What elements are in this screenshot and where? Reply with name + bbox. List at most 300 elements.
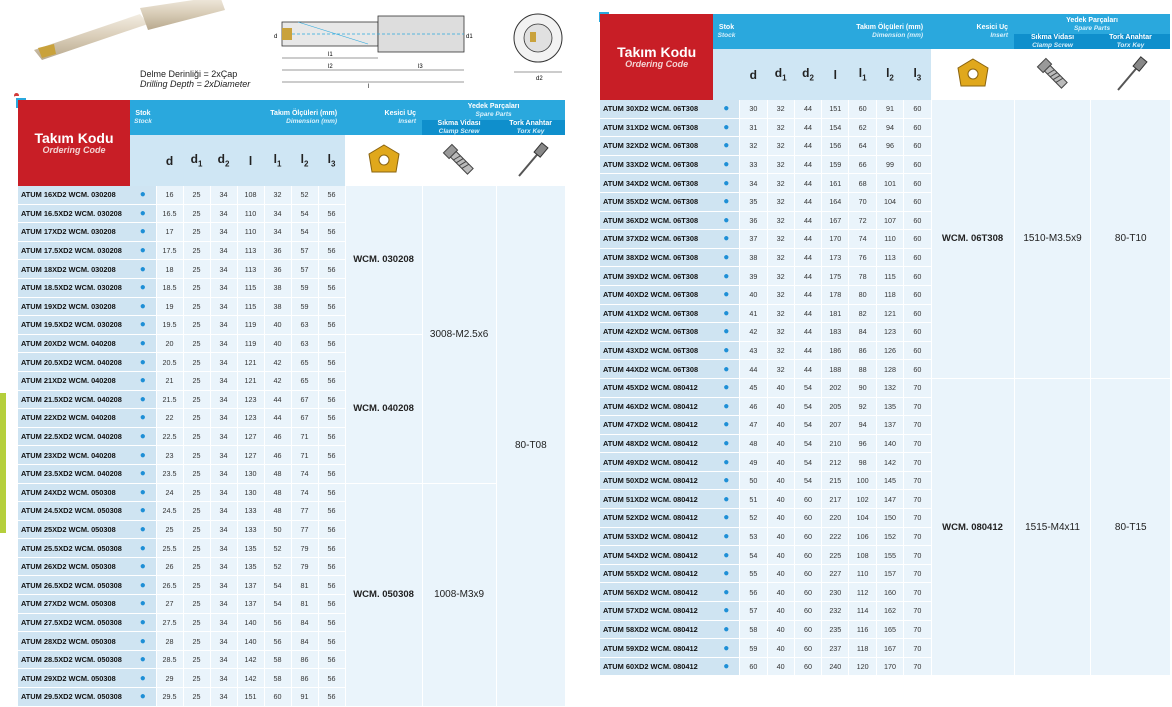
dim-d2: 34 <box>210 595 237 614</box>
dim-d: 22 <box>156 409 183 428</box>
dim-d2: 54 <box>794 471 821 490</box>
insert-header-title: Kesici Uç <box>976 24 1009 31</box>
col-l <box>237 135 264 186</box>
ordering-code: ATUM 35XD2 WCM. 06T308 <box>600 192 713 211</box>
dim-l3: 70 <box>904 397 931 416</box>
dim-l3: 56 <box>318 353 345 372</box>
dim-d: 25.5 <box>156 539 183 558</box>
right-table-body <box>600 100 1170 676</box>
dim-d2: 34 <box>210 520 237 539</box>
dim-l1: 48 <box>264 502 291 521</box>
dim-d: 16 <box>156 186 183 204</box>
ordering-code: ATUM 60XD2 WCM. 080412 <box>600 657 713 676</box>
dim-d1: 25 <box>183 464 210 483</box>
dim-l2: 57 <box>291 260 318 279</box>
dim-l1: 52 <box>264 539 291 558</box>
insert-code: WCM. 040208 <box>345 334 422 483</box>
dim-l3: 60 <box>904 248 931 267</box>
dim-d: 20.5 <box>156 353 183 372</box>
col-l2 <box>876 49 903 100</box>
dim-l3: 60 <box>904 118 931 137</box>
stock-indicator: ● <box>130 576 156 595</box>
dim-l2: 65 <box>291 353 318 372</box>
stock-indicator: ● <box>130 409 156 428</box>
dimension-header-title: Takım Ölçüleri (mm) <box>856 24 924 31</box>
drill-side-drawing <box>268 8 473 90</box>
dim-l3: 70 <box>904 639 931 658</box>
dim-l3: 56 <box>318 297 345 316</box>
dim-d2: 44 <box>794 118 821 137</box>
dim-d2: 34 <box>210 204 237 223</box>
dim-l3: 60 <box>904 230 931 249</box>
col-l2-label: l <box>886 66 890 81</box>
spare-header-sub: Spare Parts <box>1073 24 1111 32</box>
dim-d1: 25 <box>183 427 210 446</box>
dim-d: 17.5 <box>156 241 183 260</box>
dim-d1: 25 <box>183 650 210 669</box>
label-d2: d2 <box>536 76 543 82</box>
screw-header <box>422 120 496 135</box>
dim-d: 16.5 <box>156 204 183 223</box>
dim-l: 188 <box>822 360 849 379</box>
dim-d2: 44 <box>794 267 821 286</box>
stock-indicator: ● <box>130 204 156 223</box>
stock-indicator: ● <box>130 539 156 558</box>
insert-code: WCM. 050308 <box>345 483 422 706</box>
dim-l1: 44 <box>264 390 291 409</box>
stock-indicator: ● <box>713 230 739 249</box>
dim-d: 45 <box>740 378 767 397</box>
dim-d: 21.5 <box>156 390 183 409</box>
stock-indicator: ● <box>713 267 739 286</box>
spare-parts-header <box>1014 14 1170 34</box>
dim-d2: 44 <box>794 323 821 342</box>
table-row <box>18 186 565 204</box>
dim-d2: 44 <box>794 100 821 118</box>
dim-d2: 34 <box>210 409 237 428</box>
spare-header-sub: Spare Parts <box>475 110 512 118</box>
stock-indicator: ● <box>713 285 739 304</box>
ordering-code: ATUM 20.5XD2 WCM. 040208 <box>18 353 130 372</box>
dim-l2: 140 <box>876 434 903 453</box>
dim-l: 212 <box>822 453 849 472</box>
dim-d: 22.5 <box>156 427 183 446</box>
dim-d1: 40 <box>767 564 794 583</box>
torx-key-code: 80-T10 <box>1091 100 1170 378</box>
stock-indicator: ● <box>130 186 156 204</box>
dim-d2: 60 <box>794 602 821 621</box>
dim-l1: 116 <box>849 620 876 639</box>
stock-indicator: ● <box>713 471 739 490</box>
stock-indicator: ● <box>130 223 156 242</box>
col-d1-sub: 1 <box>197 159 203 169</box>
dim-d2: 44 <box>794 285 821 304</box>
stock-header-sub: Stock <box>717 32 736 39</box>
dim-l: 232 <box>822 602 849 621</box>
dim-l3: 60 <box>904 137 931 156</box>
dim-l2: 123 <box>876 323 903 342</box>
dim-l2: 147 <box>876 490 903 509</box>
dim-l3: 56 <box>318 650 345 669</box>
dim-d2: 60 <box>794 620 821 639</box>
dim-l2: 74 <box>291 483 318 502</box>
dim-l2: 67 <box>291 409 318 428</box>
dim-d1: 32 <box>767 118 794 137</box>
col-d1 <box>767 49 794 100</box>
dim-d1: 25 <box>183 669 210 688</box>
dim-l: 207 <box>822 416 849 435</box>
dim-l2: 145 <box>876 471 903 490</box>
dim-d1: 32 <box>767 360 794 379</box>
ordering-code: ATUM 48XD2 WCM. 080412 <box>600 434 713 453</box>
dim-l: 115 <box>237 278 264 297</box>
ordering-code: ATUM 22XD2 WCM. 040208 <box>18 409 130 428</box>
dim-l1: 58 <box>264 650 291 669</box>
stock-indicator: ● <box>130 595 156 614</box>
dim-l1: 48 <box>264 464 291 483</box>
dim-l1: 38 <box>264 297 291 316</box>
table-row <box>600 378 1170 397</box>
dim-l3: 56 <box>318 464 345 483</box>
dim-d: 52 <box>740 509 767 528</box>
stock-indicator: ● <box>713 304 739 323</box>
dim-d1: 25 <box>183 353 210 372</box>
dim-d1: 32 <box>767 100 794 118</box>
label-l3: l3 <box>418 64 423 70</box>
dim-l3: 56 <box>318 520 345 539</box>
key-header-sub: Torx Key <box>516 128 545 135</box>
dim-l2: 115 <box>876 267 903 286</box>
dim-l3: 60 <box>904 341 931 360</box>
code-header-sub: Ordering Code <box>42 144 106 155</box>
stock-indicator: ● <box>130 483 156 502</box>
ordering-code: ATUM 55XD2 WCM. 080412 <box>600 564 713 583</box>
dim-d1: 25 <box>183 204 210 223</box>
dim-l1: 58 <box>264 669 291 688</box>
dim-d2: 34 <box>210 613 237 632</box>
dim-d2: 34 <box>210 353 237 372</box>
dim-l1: 64 <box>849 137 876 156</box>
dim-d2: 60 <box>794 527 821 546</box>
torx-key-code: 80-T08 <box>496 186 565 706</box>
col-l3-label: l <box>327 152 331 167</box>
dim-l2: 54 <box>291 204 318 223</box>
col-l1-label: l <box>858 66 863 81</box>
dim-l: 161 <box>822 174 849 193</box>
dim-l2: 157 <box>876 564 903 583</box>
dim-l1: 54 <box>264 576 291 595</box>
dim-d1: 40 <box>767 397 794 416</box>
ordering-code: ATUM 46XD2 WCM. 080412 <box>600 397 713 416</box>
dim-l2: 77 <box>291 520 318 539</box>
insert-code: WCM. 080412 <box>931 378 1014 676</box>
dim-l3: 70 <box>904 453 931 472</box>
insert-header-sub: Insert <box>990 32 1009 39</box>
stock-indicator: ● <box>713 323 739 342</box>
clamp-screw-code: 1510-M3.5x9 <box>1014 100 1091 378</box>
stock-indicator: ● <box>130 278 156 297</box>
dim-l2: 59 <box>291 297 318 316</box>
dim-l1: 52 <box>264 557 291 576</box>
dim-l2: 94 <box>876 118 903 137</box>
ordering-code: ATUM 23XD2 WCM. 040208 <box>18 446 130 465</box>
dim-l: 137 <box>237 595 264 614</box>
dim-d: 50 <box>740 471 767 490</box>
dim-l3: 56 <box>318 278 345 297</box>
dim-l: 121 <box>237 353 264 372</box>
dim-l2: 128 <box>876 360 903 379</box>
dim-l: 135 <box>237 539 264 558</box>
dim-l: 237 <box>822 639 849 658</box>
dim-l1: 78 <box>849 267 876 286</box>
clamp-screw-code: 1008-M3x9 <box>422 483 496 706</box>
dim-d1: 32 <box>767 211 794 230</box>
dim-d2: 44 <box>794 211 821 230</box>
dim-d2: 34 <box>210 186 237 204</box>
col-l1-sub: 1 <box>276 159 282 169</box>
dim-l2: 110 <box>876 230 903 249</box>
dim-d1: 40 <box>767 471 794 490</box>
col-l2-label: l <box>300 152 304 167</box>
screw-header-title: Sıkma Vidası <box>1030 34 1075 41</box>
dim-d: 36 <box>740 211 767 230</box>
dim-l3: 60 <box>904 285 931 304</box>
ordering-code: ATUM 38XD2 WCM. 06T308 <box>600 248 713 267</box>
dim-l: 127 <box>237 446 264 465</box>
dim-l2: 142 <box>876 453 903 472</box>
dim-l3: 56 <box>318 260 345 279</box>
dim-l: 210 <box>822 434 849 453</box>
ordering-code: ATUM 19.5XD2 WCM. 030208 <box>18 316 130 335</box>
col-d1-label: d <box>774 66 783 81</box>
dim-l2: 86 <box>291 669 318 688</box>
dim-l: 225 <box>822 546 849 565</box>
label-d1: d1 <box>466 34 473 40</box>
ordering-code: ATUM 40XD2 WCM. 06T308 <box>600 285 713 304</box>
stock-header-title: Stok <box>135 110 151 117</box>
dim-d1: 40 <box>767 602 794 621</box>
code-header-title: Takım Kodu <box>617 43 697 60</box>
dim-l: 123 <box>237 409 264 428</box>
dim-d1: 25 <box>183 557 210 576</box>
dim-d2: 34 <box>210 278 237 297</box>
dim-d2: 34 <box>210 464 237 483</box>
dim-l2: 79 <box>291 539 318 558</box>
dim-d1: 25 <box>183 334 210 353</box>
right-spec-table <box>600 14 1170 676</box>
ordering-code: ATUM 18XD2 WCM. 030208 <box>18 260 130 279</box>
dim-d2: 44 <box>794 248 821 267</box>
dim-d1: 25 <box>183 632 210 651</box>
dim-l1: 38 <box>264 278 291 297</box>
dimension-header-title: Takım Ölçüleri (mm) <box>270 110 338 117</box>
dim-l2: 91 <box>876 100 903 118</box>
dim-d: 42 <box>740 323 767 342</box>
dim-d1: 25 <box>183 316 210 335</box>
ordering-code: ATUM 21.5XD2 WCM. 040208 <box>18 390 130 409</box>
dim-l1: 110 <box>849 564 876 583</box>
dim-d: 27 <box>156 595 183 614</box>
dim-d: 40 <box>740 285 767 304</box>
stock-indicator: ● <box>713 248 739 267</box>
dim-d1: 40 <box>767 509 794 528</box>
col-l3-sub: 3 <box>916 73 922 83</box>
dim-l1: 36 <box>264 260 291 279</box>
col-l1 <box>849 49 876 100</box>
col-l <box>822 49 849 100</box>
dim-d: 29.5 <box>156 688 183 707</box>
code-header-title: Takım Kodu <box>34 129 114 146</box>
stock-indicator: ● <box>713 564 739 583</box>
dim-d2: 34 <box>210 390 237 409</box>
dim-l1: 44 <box>264 409 291 428</box>
dim-l1: 34 <box>264 204 291 223</box>
dim-l: 217 <box>822 490 849 509</box>
ordering-code: ATUM 32XD2 WCM. 06T308 <box>600 137 713 156</box>
stock-indicator: ● <box>130 334 156 353</box>
stock-indicator: ● <box>130 613 156 632</box>
drilling-depth-tr: Delme Derinliği = 2xÇap <box>140 69 238 79</box>
dim-d2: 34 <box>210 371 237 390</box>
dim-d: 55 <box>740 564 767 583</box>
dimension-header-sub: Dimension (mm) <box>286 118 338 125</box>
dim-l2: 162 <box>876 602 903 621</box>
dim-l2: 99 <box>876 155 903 174</box>
dim-d1: 25 <box>183 223 210 242</box>
dim-l3: 56 <box>318 223 345 242</box>
dim-d2: 34 <box>210 650 237 669</box>
stock-indicator: ● <box>130 297 156 316</box>
stock-indicator: ● <box>713 620 739 639</box>
dim-l: 142 <box>237 650 264 669</box>
dim-d2: 44 <box>794 304 821 323</box>
dim-l3: 56 <box>318 334 345 353</box>
dim-l2: 170 <box>876 657 903 676</box>
dim-d1: 25 <box>183 539 210 558</box>
code-header <box>600 14 713 100</box>
drilling-depth-en: Drilling Depth = 2xDiameter <box>140 79 251 89</box>
dim-l3: 60 <box>904 360 931 379</box>
dim-l3: 70 <box>904 416 931 435</box>
green-side-tab <box>0 393 6 533</box>
dim-l1: 96 <box>849 434 876 453</box>
dim-l1: 32 <box>264 186 291 204</box>
dim-d: 32 <box>740 137 767 156</box>
dim-l3: 60 <box>904 100 931 118</box>
dim-l1: 118 <box>849 639 876 658</box>
dim-l1: 50 <box>264 520 291 539</box>
dim-d: 47 <box>740 416 767 435</box>
dim-d1: 32 <box>767 341 794 360</box>
dim-d1: 40 <box>767 434 794 453</box>
ordering-code: ATUM 53XD2 WCM. 080412 <box>600 527 713 546</box>
dim-d2: 44 <box>794 360 821 379</box>
dim-l3: 60 <box>904 323 931 342</box>
dim-d2: 44 <box>794 174 821 193</box>
dim-l1: 72 <box>849 211 876 230</box>
dim-d2: 34 <box>210 446 237 465</box>
dim-l2: 71 <box>291 446 318 465</box>
clamp-screw-code: 1515-M4x11 <box>1014 378 1091 676</box>
stock-indicator: ● <box>130 260 156 279</box>
torx-key-code: 80-T15 <box>1091 378 1170 676</box>
stock-indicator: ● <box>713 434 739 453</box>
ordering-code: ATUM 31XD2 WCM. 06T308 <box>600 118 713 137</box>
dim-l: 113 <box>237 260 264 279</box>
ordering-code: ATUM 37XD2 WCM. 06T308 <box>600 230 713 249</box>
stock-indicator: ● <box>130 650 156 669</box>
col-d2 <box>210 135 237 186</box>
clamp-screw-icon <box>422 135 496 186</box>
dim-l2: 81 <box>291 576 318 595</box>
dim-d1: 40 <box>767 378 794 397</box>
dim-d1: 25 <box>183 260 210 279</box>
dim-l1: 88 <box>849 360 876 379</box>
dim-d1: 25 <box>183 390 210 409</box>
dim-d1: 40 <box>767 639 794 658</box>
col-d <box>156 135 183 186</box>
dim-d2: 34 <box>210 502 237 521</box>
dim-d: 19 <box>156 297 183 316</box>
stock-header-title: Stok <box>718 24 735 31</box>
dim-l2: 101 <box>876 174 903 193</box>
dim-d1: 40 <box>767 583 794 602</box>
dim-d: 35 <box>740 192 767 211</box>
dim-l2: 155 <box>876 546 903 565</box>
dim-l3: 56 <box>318 613 345 632</box>
dim-d1: 32 <box>767 248 794 267</box>
dim-l3: 60 <box>904 211 931 230</box>
dim-d: 28 <box>156 632 183 651</box>
dim-d1: 32 <box>767 192 794 211</box>
dim-l: 178 <box>822 285 849 304</box>
col-d <box>740 49 767 100</box>
dim-d2: 44 <box>794 192 821 211</box>
screw-header-sub: Clamp Screw <box>438 128 480 135</box>
dim-l1: 40 <box>264 316 291 335</box>
dim-l3: 56 <box>318 669 345 688</box>
dim-l3: 70 <box>904 620 931 639</box>
dim-l3: 56 <box>318 316 345 335</box>
dim-l1: 120 <box>849 657 876 676</box>
dim-l: 127 <box>237 427 264 446</box>
dim-l1: 102 <box>849 490 876 509</box>
ordering-code: ATUM 34XD2 WCM. 06T308 <box>600 174 713 193</box>
dim-d2: 54 <box>794 416 821 435</box>
col-d1-sub: 1 <box>782 73 787 83</box>
stock-indicator: ● <box>130 464 156 483</box>
ordering-code: ATUM 24XD2 WCM. 050308 <box>18 483 130 502</box>
col-l2-sub: 2 <box>303 159 309 169</box>
dim-d: 27.5 <box>156 613 183 632</box>
dim-l: 202 <box>822 378 849 397</box>
dim-l1: 76 <box>849 248 876 267</box>
ordering-code: ATUM 57XD2 WCM. 080412 <box>600 602 713 621</box>
stock-indicator: ● <box>713 546 739 565</box>
dim-l1: 108 <box>849 546 876 565</box>
dim-d2: 34 <box>210 632 237 651</box>
dim-l2: 79 <box>291 557 318 576</box>
dim-l: 220 <box>822 509 849 528</box>
dim-d: 38 <box>740 248 767 267</box>
dim-d1: 40 <box>767 657 794 676</box>
ordering-code: ATUM 50XD2 WCM. 080412 <box>600 471 713 490</box>
ordering-code: ATUM 26.5XD2 WCM. 050308 <box>18 576 130 595</box>
ordering-code: ATUM 29XD2 WCM. 050308 <box>18 669 130 688</box>
dim-l: 159 <box>822 155 849 174</box>
stock-indicator: ● <box>713 657 739 676</box>
col-l3-sub: 3 <box>330 159 336 169</box>
